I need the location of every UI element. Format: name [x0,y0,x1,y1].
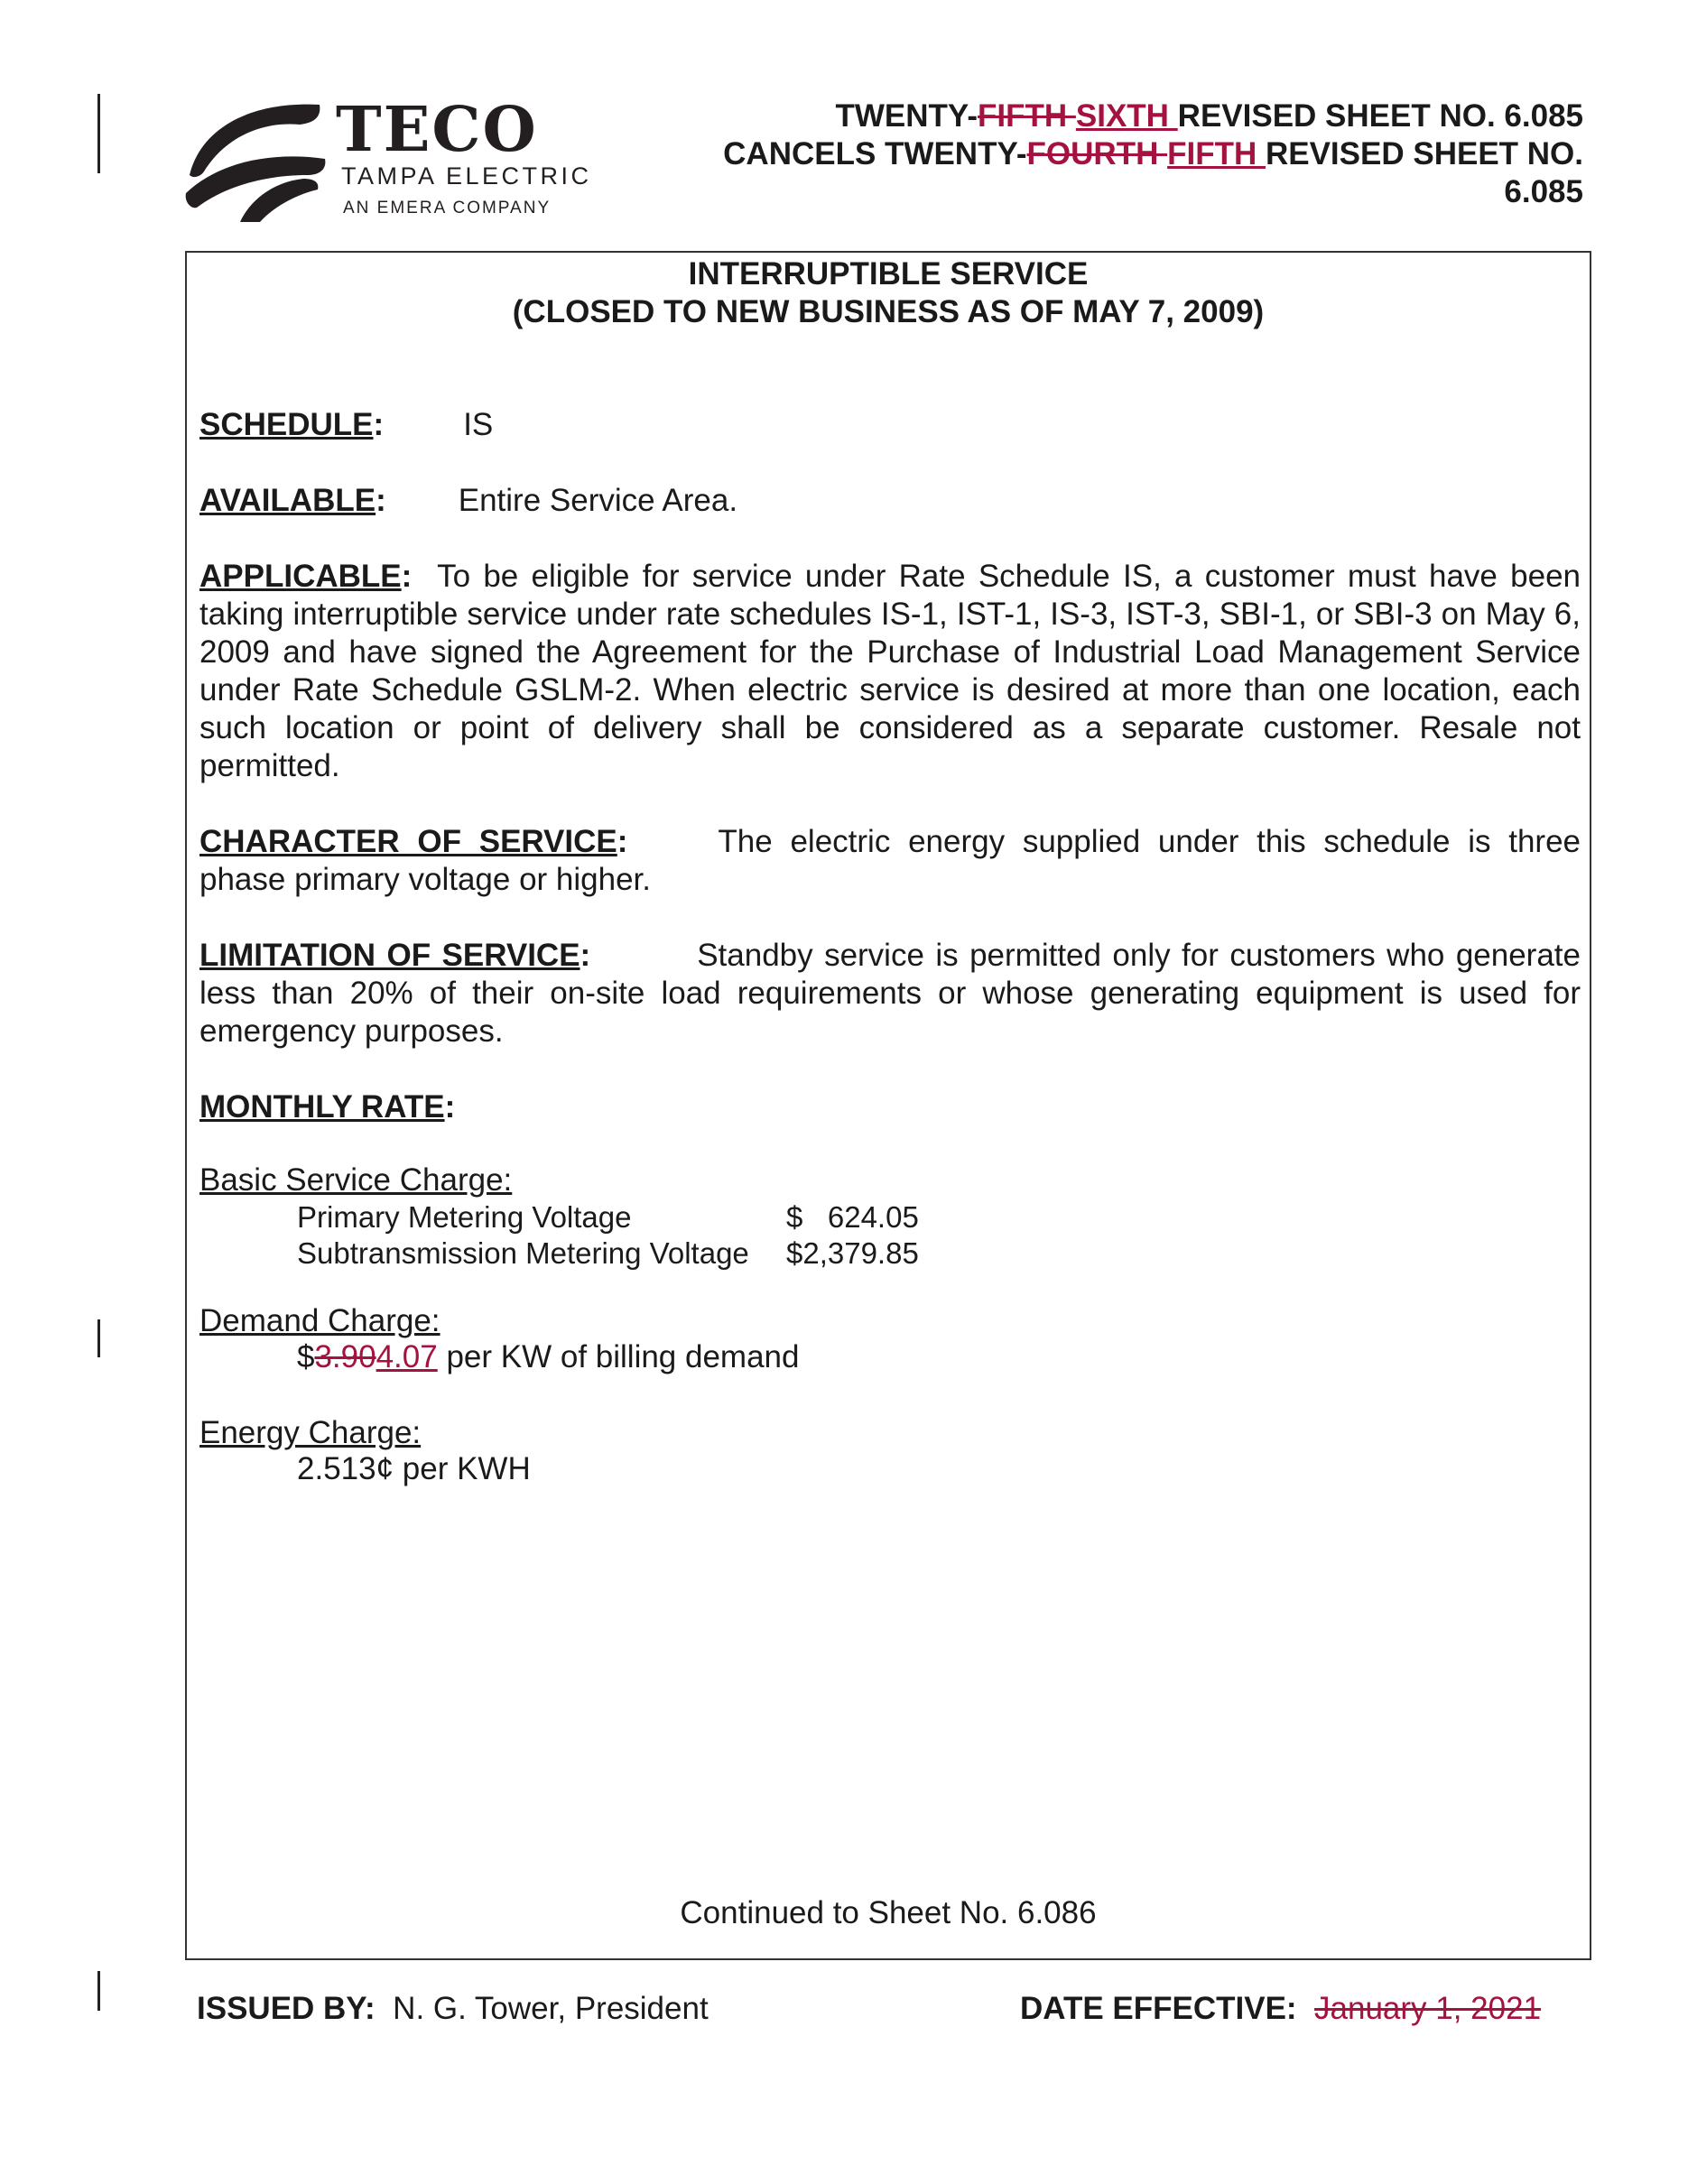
inserted-text: FIFTH [1167,136,1266,171]
basic-service-heading: Basic Service Charge: [199,1162,513,1198]
teco-logo [184,96,654,224]
document-title: INTERRUPTIBLE SERVICE [688,256,1089,292]
section-label: AVAILABLE [199,483,376,518]
deleted-text: January 1, 2021 [1314,1991,1542,2026]
deleted-text: FOURTH [1026,136,1168,171]
document-subtitle: (CLOSED TO NEW BUSINESS AS OF MAY 7, 2009) [512,294,1265,329]
rate-value: $ 624.05 [786,1200,919,1234]
deleted-text: FIFTH [978,98,1076,134]
logo-subtagline: AN EMERA COMPANY [343,199,552,217]
rate-value: $2,379.85 [786,1236,919,1270]
energy-charge-heading: Energy Charge: [199,1415,422,1450]
section-label: APPLICABLE [199,559,402,594]
limitation-text: Standby service is permitted only for customers who generate less than 20% of their on-site load requirements or whose generating equipment is used for emergency purposes. [199,938,1581,1049]
teco-swoosh-icon [184,96,329,224]
schedule-section: SCHEDULE: IS [199,407,494,442]
deleted-text: 3.90 [314,1339,376,1374]
available-value: Entire Service Area. [458,483,738,518]
energy-charge-value: 2.513¢ per KWH [297,1451,531,1486]
section-label: SCHEDULE [199,407,374,442]
monthly-rate-heading: MONTHLY RATE: [199,1089,456,1124]
section-label: LIMITATION OF SERVICE [199,938,580,973]
logo-wordmark: TECO [336,94,538,166]
character-section: CHARACTER OF SERVICE: The electric energy supplied under this schedule is three phase primary voltage or higher. [199,824,1581,897]
rate-label: Primary Metering Voltage [297,1200,632,1234]
cancels-sheet-number: 6.085 [1504,174,1583,209]
available-section: AVAILABLE: Entire Service Area. [199,483,738,518]
demand-charge-value: $3.904.07 per KW of billing demand [297,1339,800,1374]
cancels-sheet-line: CANCELS TWENTY-FOURTH FIFTH REVISED SHEET NO. [723,136,1583,171]
continued-note: Continued to Sheet No. 6.086 [680,1895,1097,1930]
applicable-text: To be eligible for service under Rate Schedule IS, a customer must have been taking interruptible service under rate schedules IS-1, IST-1, IS-3, IST-3, SBI-1, or SBI-3 on May 6, 2009 and have signed the Agreement for the Purchase of Industrial Load Management Service under Rate Schedule GSLM-2. When electric service is desired at more than one location, each such location or point of delivery shall be considered as a separate customer. Resale not permitted. [199,559,1581,783]
applicable-section: APPLICABLE: To be eligible for service under Rate Schedule IS, a customer must have been taking interruptible service under rate schedules IS-1, IST-1, IS-3, IST-3, SBI-1, or SBI-3 on May 6, 2009 and have signed the Agreement for the Purchase of Industrial Load Management Service under Rate Schedule GSLM-2. When electric service is desired at more than one location, each such location or point of delivery shall be considered as a separate customer. Resale not permitted. [199,559,1581,783]
inserted-text: 4.07 [376,1339,438,1374]
logo-tagline: TAMPA ELECTRIC [341,162,592,190]
revision-bar-footer [97,1971,100,2011]
limitation-section: LIMITATION OF SERVICE: Standby service is permitted only for customers who generate less than 20% of their on-site load requirements or whose generating equipment is used for emergency purposes. [199,938,1581,1049]
schedule-value: IS [463,407,494,442]
issued-by: ISSUED BY: N. G. Tower, President [197,1991,709,2026]
date-effective: DATE EFFECTIVE: January 1, 2021 [1020,1991,1542,2026]
rate-label: Subtransmission Metering Voltage [297,1236,749,1270]
tariff-content-box [185,251,1591,1960]
sheet-number-line: TWENTY-FIFTH SIXTH REVISED SHEET NO. 6.085 [835,98,1583,134]
revision-bar-demand [97,1319,100,1357]
section-label: CHARACTER OF SERVICE [199,824,617,859]
demand-charge-heading: Demand Charge: [199,1303,441,1338]
character-text: The electric energy supplied under this schedule is three phase primary voltage or higher. [199,824,1581,897]
inserted-text: SIXTH [1075,98,1178,134]
revision-bar-header [97,94,100,173]
